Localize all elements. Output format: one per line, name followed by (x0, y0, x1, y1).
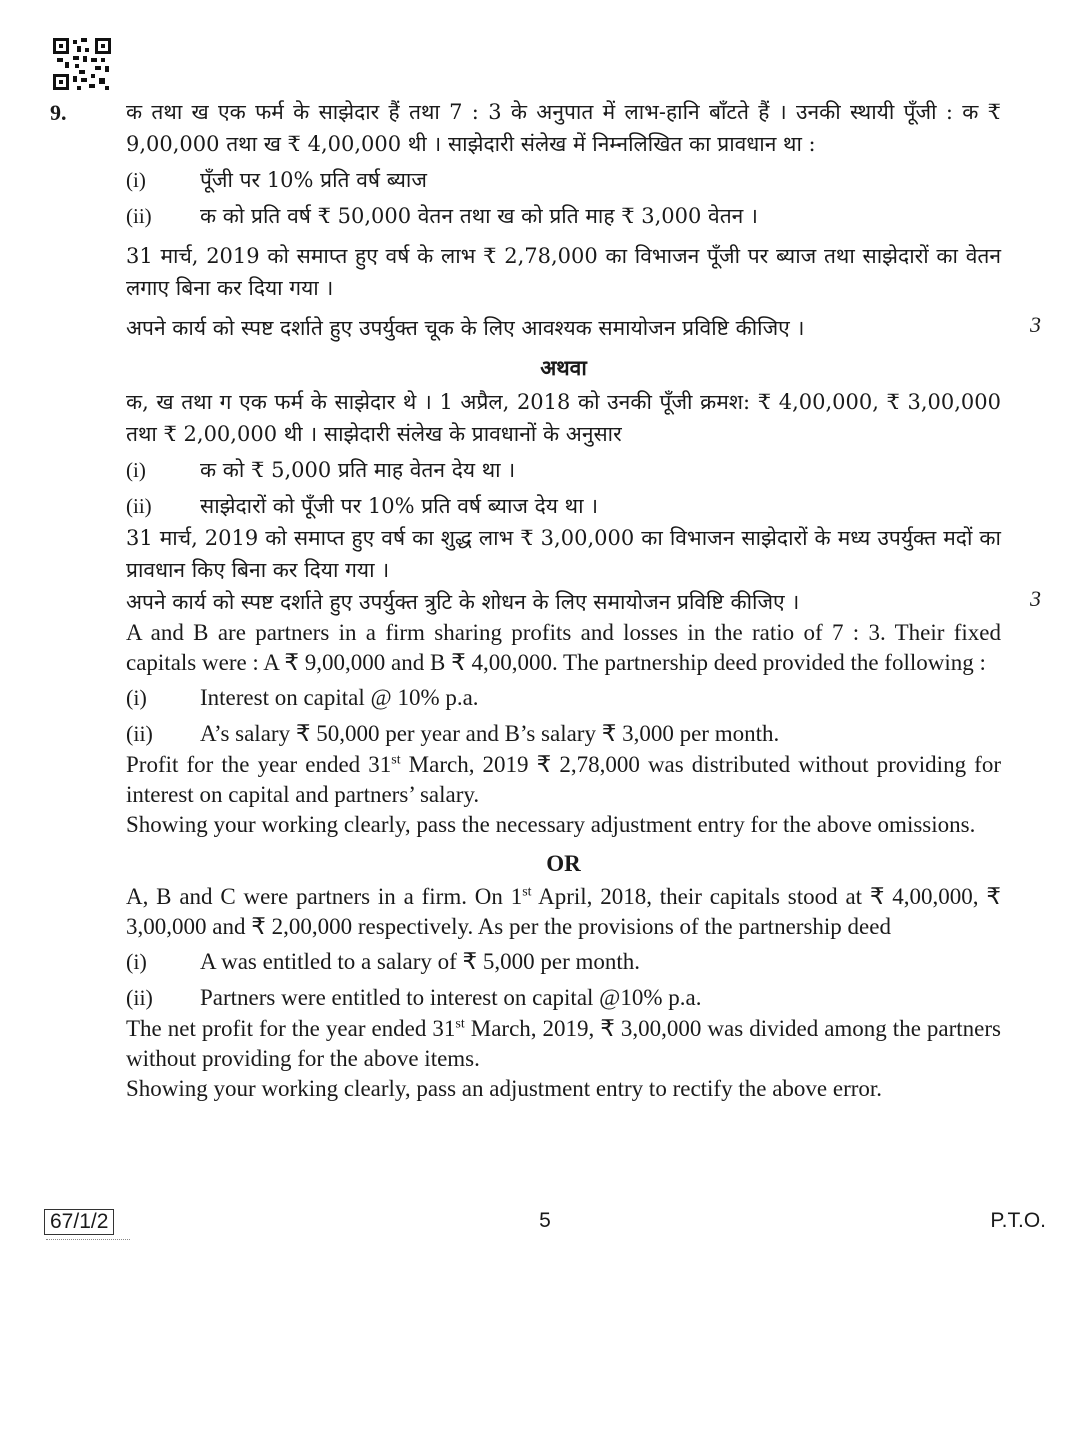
list-item: (i) क को ₹ 5,000 प्रति माह वेतन देय था । (126, 458, 516, 482)
english-alt-profit: The net profit for the year ended 31st March, 2019, ₹ 3,00,000 was divided among the partners without providing for the above items. (126, 1016, 1001, 1071)
marks: 3 (1030, 586, 1041, 611)
hindi-or-label: अथवा (540, 355, 587, 380)
english-section (126, 618, 1001, 1104)
question-number: 9. (50, 100, 67, 125)
hindi-alt-intro: क, ख तथा ग एक फर्म के साझेदार थे । 1 अप्रैल, 2018 को उनकी पूँजी क्रमश: ₹ 4,00,000, ₹ 3,00,000 तथा ₹ 2,00,000 थी । साझेदारी संलेख के प्रावधानों के अनुसार (126, 390, 1001, 446)
pto-label: P.T.O. (990, 1209, 1046, 1232)
hindi-question-instruction: अपने कार्य को स्पष्ट दर्शाते हुए उपर्युक्त चूक के लिए आवश्यक समायोजन प्रविष्टि कीजिए । (126, 316, 805, 340)
hindi-question-intro: क तथा ख एक फर्म के साझेदार हैं तथा 7 : 3 के अनुपात में लाभ-हानि बाँटते हैं । उनकी स्थायी पूँजी : क ₹ 9,00,000 तथा ख ₹ 4,00,000 थी । साझेदारी संलेख में निम्नलिखित का प्रावधान था : (126, 100, 1001, 156)
hindi-question-profit: 31 मार्च, 2019 को समाप्त हुए वर्ष के लाभ ₹ 2,78,000 का विभाजन पूँजी पर ब्याज तथा साझेदारों का वेतन लगाए बिना कर दिया गया । (126, 244, 1001, 300)
english-question-profit: Profit for the year ended 31st March, 2019 ₹ 2,78,000 was distributed without providing for interest on capital and partners’ salary. (126, 752, 1001, 807)
english-question-intro: A and B are partners in a firm sharing profits and losses in the ratio of 7 : 3. Their fixed capitals were : A ₹ 9,00,000 and B ₹ 4,00,000. The partnership deed provided the following : (126, 620, 1001, 675)
question-body (126, 96, 1041, 1104)
list-item: (i) Interest on capital @ 10% p.a. (126, 685, 479, 710)
list-item: (ii) A’s salary ₹ 50,000 per year and B’s salary ₹ 3,000 per month. (126, 721, 780, 746)
list-item: (ii) Partners were entitled to interest on capital @10% p.a. (126, 985, 702, 1010)
page-number: 5 (539, 1209, 551, 1232)
paper-code: 67/1/2 (44, 1209, 114, 1235)
hindi-alt-instruction-row (126, 586, 1041, 618)
english-or-label: OR (546, 851, 581, 876)
divider (46, 1239, 130, 1244)
english-alt-intro: A, B and C were partners in a firm. On 1st April, 2018, their capitals stood at ₹ 4,00,000, ₹ 3,00,000 and ₹ 2,00,000 respectively. As per the provisions of the partnership deed (126, 884, 1001, 939)
english-question-instruction: Showing your working clearly, pass the necessary adjustment entry for the above omissions. (126, 812, 976, 837)
hindi-alt-instruction: अपने कार्य को स्पष्ट दर्शाते हुए उपर्युक्त त्रुटि के शोधन के लिए समायोजन प्रविष्टि कीजिए । (126, 590, 800, 614)
page-footer (44, 1209, 1046, 1239)
list-item: (ii) क को प्रति वर्ष ₹ 50,000 वेतन तथा ख को प्रति माह ₹ 3,000 वेतन । (126, 204, 758, 228)
list-item: (ii) साझेदारों को पूँजी पर 10% प्रति वर्ष ब्याज देय था । (126, 494, 599, 518)
hindi-alt-profit: 31 मार्च, 2019 को समाप्त हुए वर्ष का शुद्ध लाभ ₹ 3,00,000 का विभाजन साझेदारों के मध्य उपर्युक्त मदों का प्रावधान किए बिना कर दिया गया । (126, 526, 1001, 582)
english-alt-instruction: Showing your working clearly, pass an adjustment entry to rectify the above error. (126, 1076, 883, 1101)
qr-code-icon (53, 38, 111, 90)
list-item: (i) पूँजी पर 10% प्रति वर्ष ब्याज (126, 168, 427, 192)
list-item: (i) A was entitled to a salary of ₹ 5,000 per month. (126, 949, 641, 974)
hindi-question-instruction-row (126, 312, 1041, 344)
marks: 3 (1030, 312, 1041, 337)
